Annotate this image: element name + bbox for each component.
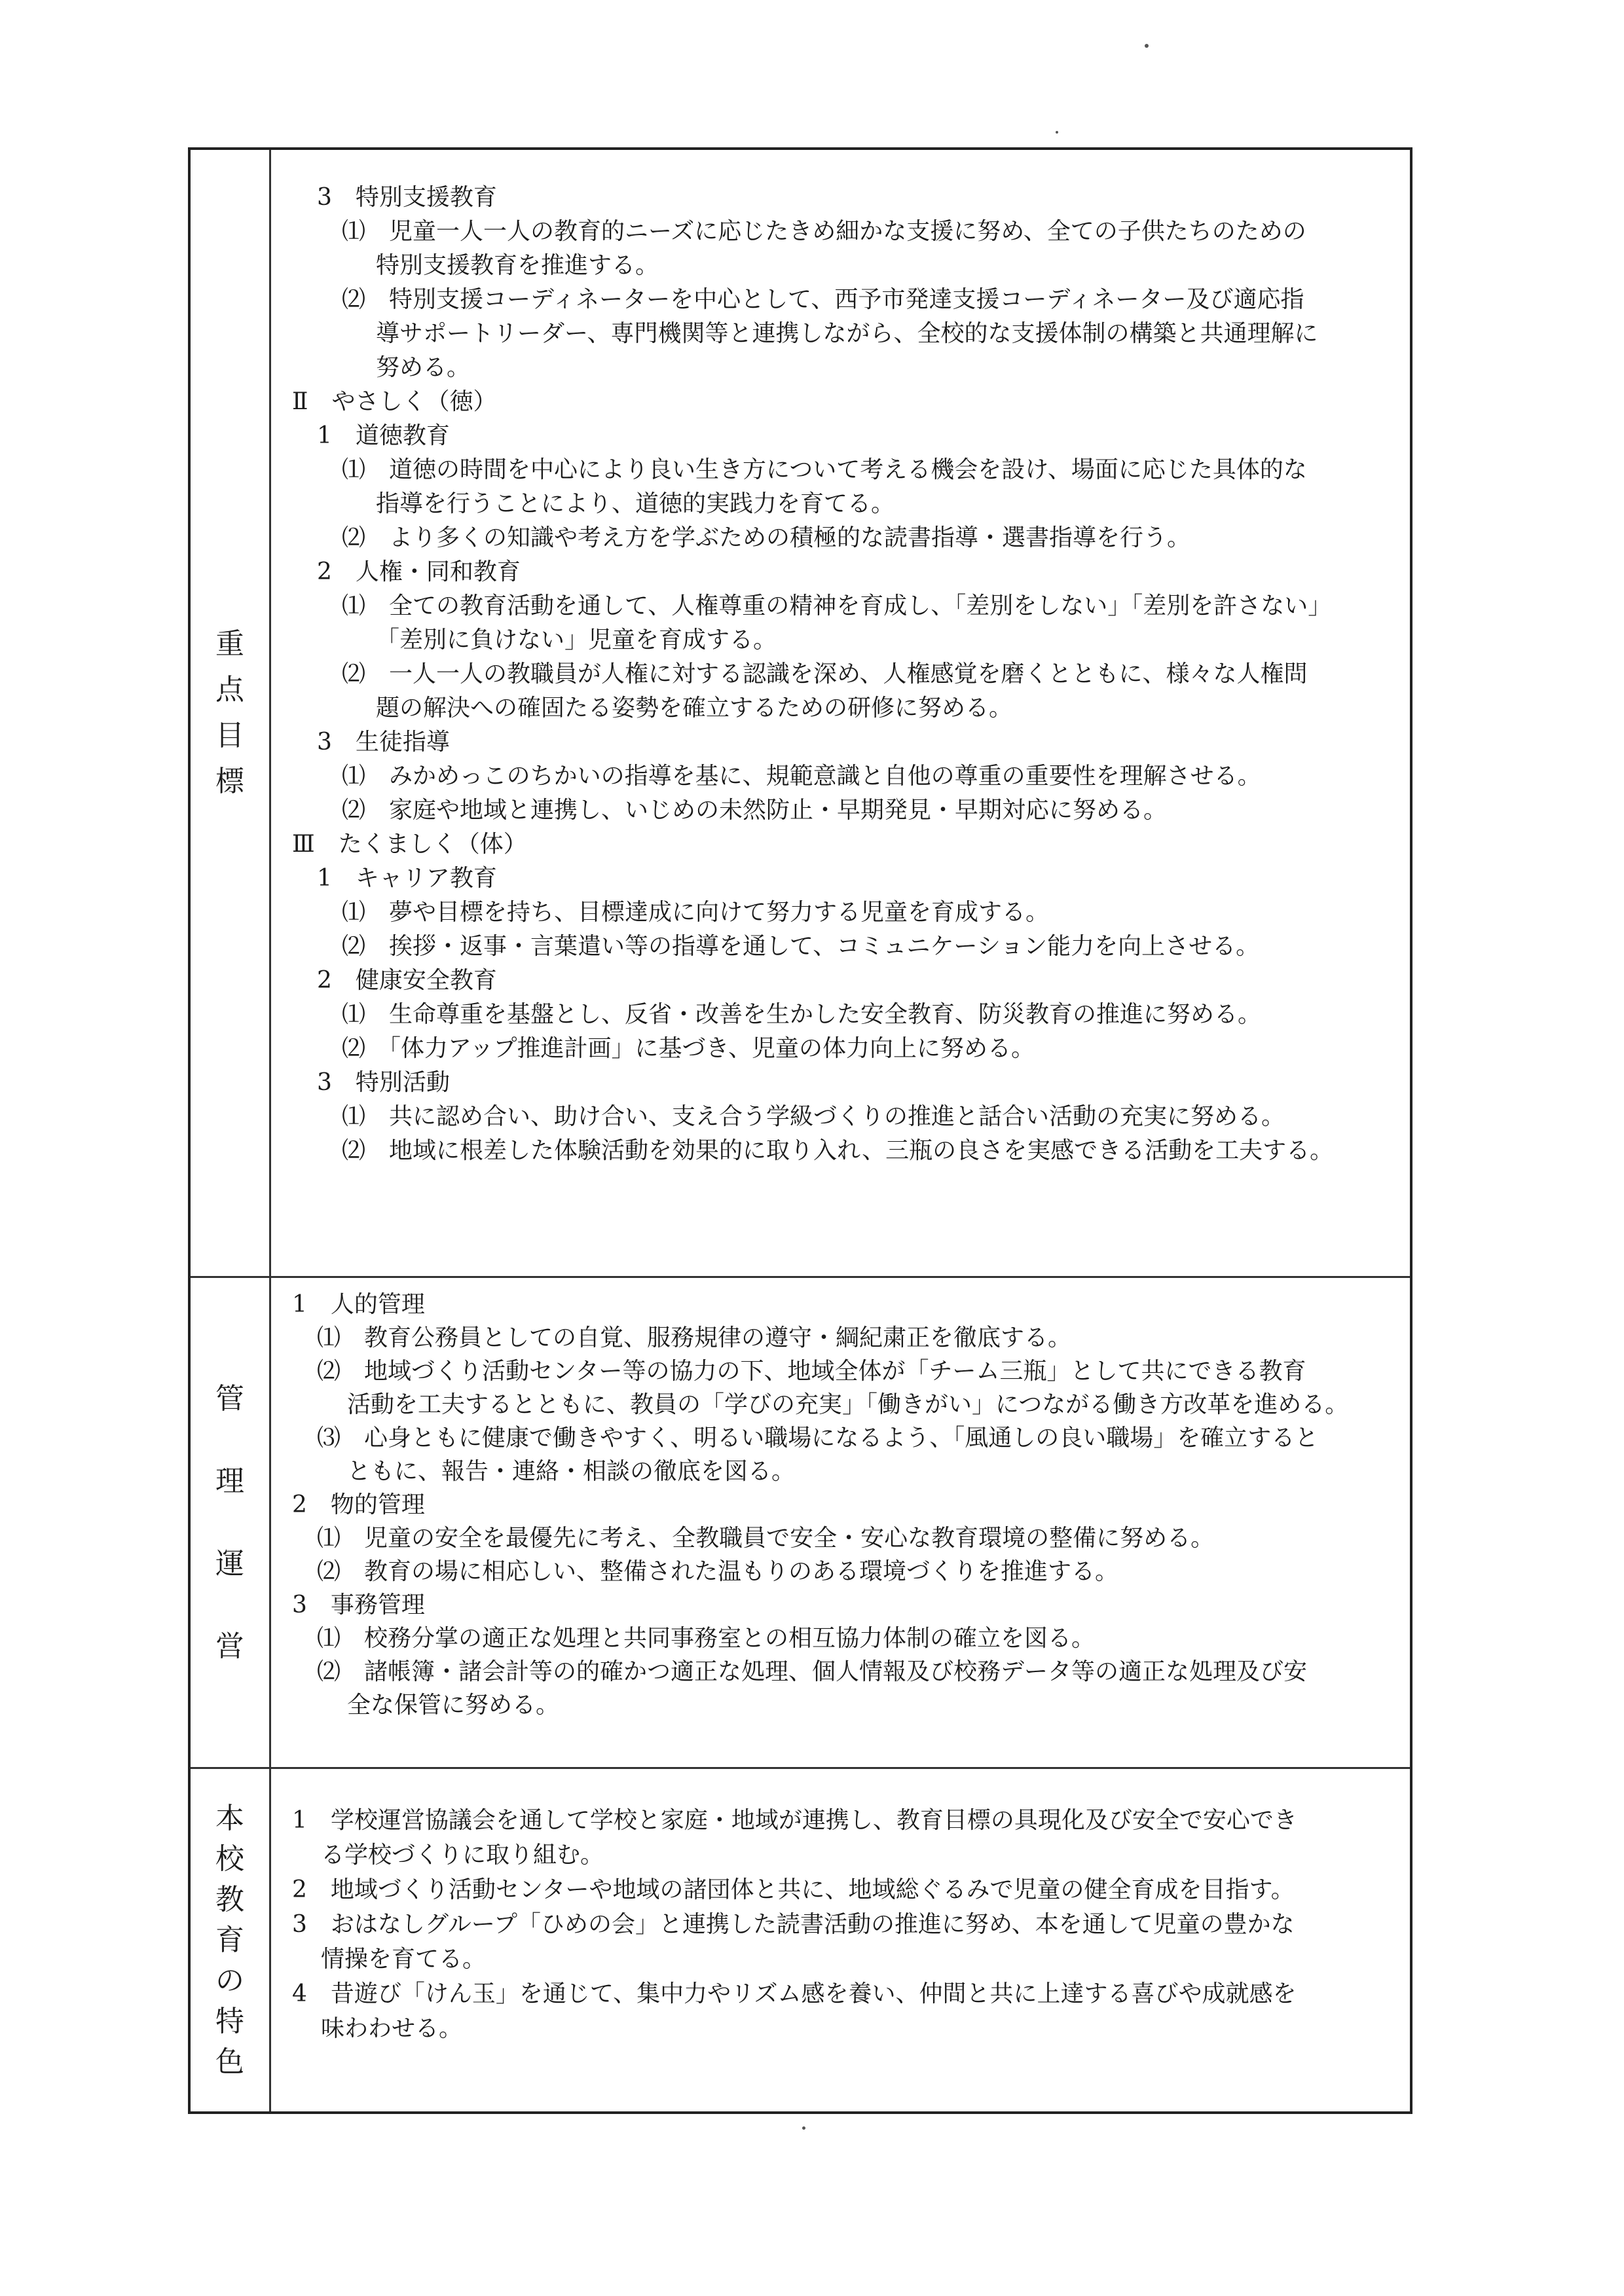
text-line: Ⅱ やさしく（徳） xyxy=(292,388,497,415)
text-line: 2 地域づくり活動センターや地域の諸団体と共に、地域総ぐるみで児童の健全育成を目指す。 xyxy=(292,1876,1295,1903)
text-line: 全な保管に努める。 xyxy=(347,1692,560,1719)
text-line: 2 物的管理 xyxy=(292,1491,425,1518)
text-line: ⑵ 一人一人の教職員が人権に対する認識を深め、人権感覚を磨くとともに、様々な人権問 xyxy=(342,661,1308,687)
text-line: 特別支援教育を推進する。 xyxy=(376,252,659,279)
text-line: る学校づくりに取り組む。 xyxy=(321,1842,604,1868)
section-management xyxy=(191,1278,1410,1769)
section-label-char: 校 xyxy=(215,1842,244,1876)
text-line: 活動を工夫するとともに、教員の「学びの充実」「働きがい」につながる働き方改革を進める。 xyxy=(347,1391,1349,1418)
section-label-priority-goals xyxy=(191,150,271,1276)
text-line: 2 健康安全教育 xyxy=(317,967,497,994)
section-label-char: 重 xyxy=(215,627,244,661)
section-school-features xyxy=(191,1769,1410,2111)
text-line: ⑵ 「体力アップ推進計画」に基づき、児童の体力向上に努める。 xyxy=(342,1035,1035,1062)
text-line: ⑴ みかめっこのちかいの指導を基に、規範意識と自他の尊重の重要性を理解させる。 xyxy=(342,763,1261,790)
text-line: 情操を育てる。 xyxy=(321,1946,487,1973)
scan-speck xyxy=(1056,131,1058,134)
text-line: 1 キャリア教育 xyxy=(317,865,497,892)
text-line: Ⅲ たくましく（体） xyxy=(292,831,527,858)
text-line: 4 昔遊び「けん玉」を通じて、集中力やリズム感を養い、仲間と共に上達する喜びや成就感を xyxy=(292,1980,1297,2007)
section-label-char: 本 xyxy=(215,1801,244,1835)
text-line: ⑴ 生命尊重を基盤とし、反省・改善を生かした安全教育、防災教育の推進に努める。 xyxy=(342,1001,1262,1028)
text-line: 3 特別活動 xyxy=(317,1069,450,1096)
section-label-char: 管 xyxy=(215,1381,244,1415)
text-line: 2 人権・同和教育 xyxy=(317,558,521,585)
school-plan-table xyxy=(188,147,1412,2114)
text-line: ⑵ 地域づくり活動センター等の協力の下、地域全体が「チーム三瓶」として共にできる教育 xyxy=(317,1358,1306,1385)
scan-speck xyxy=(802,2126,805,2130)
section-label-char: 営 xyxy=(215,1629,244,1663)
text-line: 題の解決への確固たる姿勢を確立するための研修に努める。 xyxy=(376,695,1013,721)
text-line: ⑴ 教育公務員としての自覚、服務規律の遵守・綱紀粛正を徹底する。 xyxy=(317,1324,1072,1351)
text-line: ⑴ 校務分掌の適正な処理と共同事務室との相互協力体制の確立を図る。 xyxy=(317,1625,1096,1652)
text-line: 「差別に負けない」児童を育成する。 xyxy=(376,627,777,653)
text-line: 3 特別支援教育 xyxy=(317,184,497,211)
text-line: ⑴ 全ての教育活動を通して、人権尊重の精神を育成し、「差別をしない」「差別を許さない」 xyxy=(342,592,1332,619)
text-line: ⑴ 共に認め合い、助け合い、支え合う学級づくりの推進と話合い活動の充実に努める。 xyxy=(342,1103,1285,1130)
text-line: ⑶ 心身ともに健康で働きやすく、明るい職場になるよう、「風通しの良い職場」を確立すると xyxy=(317,1425,1319,1451)
text-line: 1 学校運営協議会を通して学校と家庭・地域が連携し、教育目標の具現化及び安全で安心でき xyxy=(292,1807,1297,1834)
text-line: ⑴ 道徳の時間を中心により良い生き方について考える機会を設け、場面に応じた具体的な xyxy=(342,456,1307,483)
text-line: ⑵ 諸帳簿・諸会計等の的確かつ適正な処理、個人情報及び校務データ等の適正な処理及び安 xyxy=(317,1658,1308,1685)
section-label-char: 運 xyxy=(215,1546,244,1580)
text-line: ⑵ 特別支援コーディネーターを中心として、西予市発達支援コーディネーター及び適応指 xyxy=(342,286,1304,313)
section-content-school-features xyxy=(271,1769,1410,2111)
section-label-school-features xyxy=(191,1769,271,2111)
text-line: ⑴ 夢や目標を持ち、目標達成に向けて努力する児童を育成する。 xyxy=(342,899,1050,926)
section-content-priority-goals xyxy=(271,150,1410,1276)
text-line: ⑴ 児童一人一人の教育的ニーズに応じたきめ細かな支援に努め、全ての子供たちのための xyxy=(342,218,1306,245)
text-line: 3 おはなしグループ「ひめの会」と連携した読書活動の推進に努め、本を通して児童の豊かな xyxy=(292,1911,1295,1938)
text-line: 導サポートリーダー、専門機関等と連携しながら、全校的な支援体制の構築と共通理解に xyxy=(376,320,1318,347)
section-label-char: 目 xyxy=(215,719,244,752)
text-line: ⑵ 地域に根差した体験活動を効果的に取り入れ、三瓶の良さを実感できる活動を工夫する。 xyxy=(342,1137,1334,1164)
section-label-char: の xyxy=(215,1963,244,1997)
section-label-char: 点 xyxy=(215,673,244,706)
section-content-management xyxy=(271,1278,1410,1767)
text-line: 努める。 xyxy=(376,354,471,381)
text-line: 味わわせる。 xyxy=(321,2015,463,2042)
text-line: ⑴ 児童の安全を最優先に考え、全教職員で安全・安心な教育環境の整備に努める。 xyxy=(317,1525,1215,1552)
section-label-char: 理 xyxy=(215,1464,244,1498)
text-line: 3 事務管理 xyxy=(292,1592,425,1618)
text-line: 1 人的管理 xyxy=(292,1291,425,1318)
section-label-char: 標 xyxy=(215,765,244,798)
text-line: 指導を行うことにより、道徳的実践力を育てる。 xyxy=(376,490,895,517)
text-line: ⑵ より多くの知識や考え方を学ぶための積極的な読書指導・選書指導を行う。 xyxy=(342,524,1191,551)
text-line: ともに、報告・連絡・相談の徹底を図る。 xyxy=(347,1458,796,1485)
section-label-char: 特 xyxy=(215,2004,244,2038)
scan-speck xyxy=(1145,44,1149,48)
section-label-char: 教 xyxy=(215,1882,244,1916)
section-priority-goals xyxy=(191,150,1410,1278)
text-line: ⑵ 家庭や地域と連携し、いじめの未然防止・早期発見・早期対応に努める。 xyxy=(342,797,1168,824)
text-line: 3 生徒指導 xyxy=(317,729,450,756)
section-label-char: 育 xyxy=(215,1923,244,1957)
section-label-management xyxy=(191,1278,271,1767)
section-label-char: 色 xyxy=(215,2045,244,2079)
text-line: ⑵ 挨拶・返事・言葉遣い等の指導を通して、コミュニケーション能力を向上させる。 xyxy=(342,933,1260,960)
text-line: 1 道徳教育 xyxy=(317,422,450,449)
text-line: ⑵ 教育の場に相応しい、整備された温もりのある環境づくりを推進する。 xyxy=(317,1558,1119,1585)
